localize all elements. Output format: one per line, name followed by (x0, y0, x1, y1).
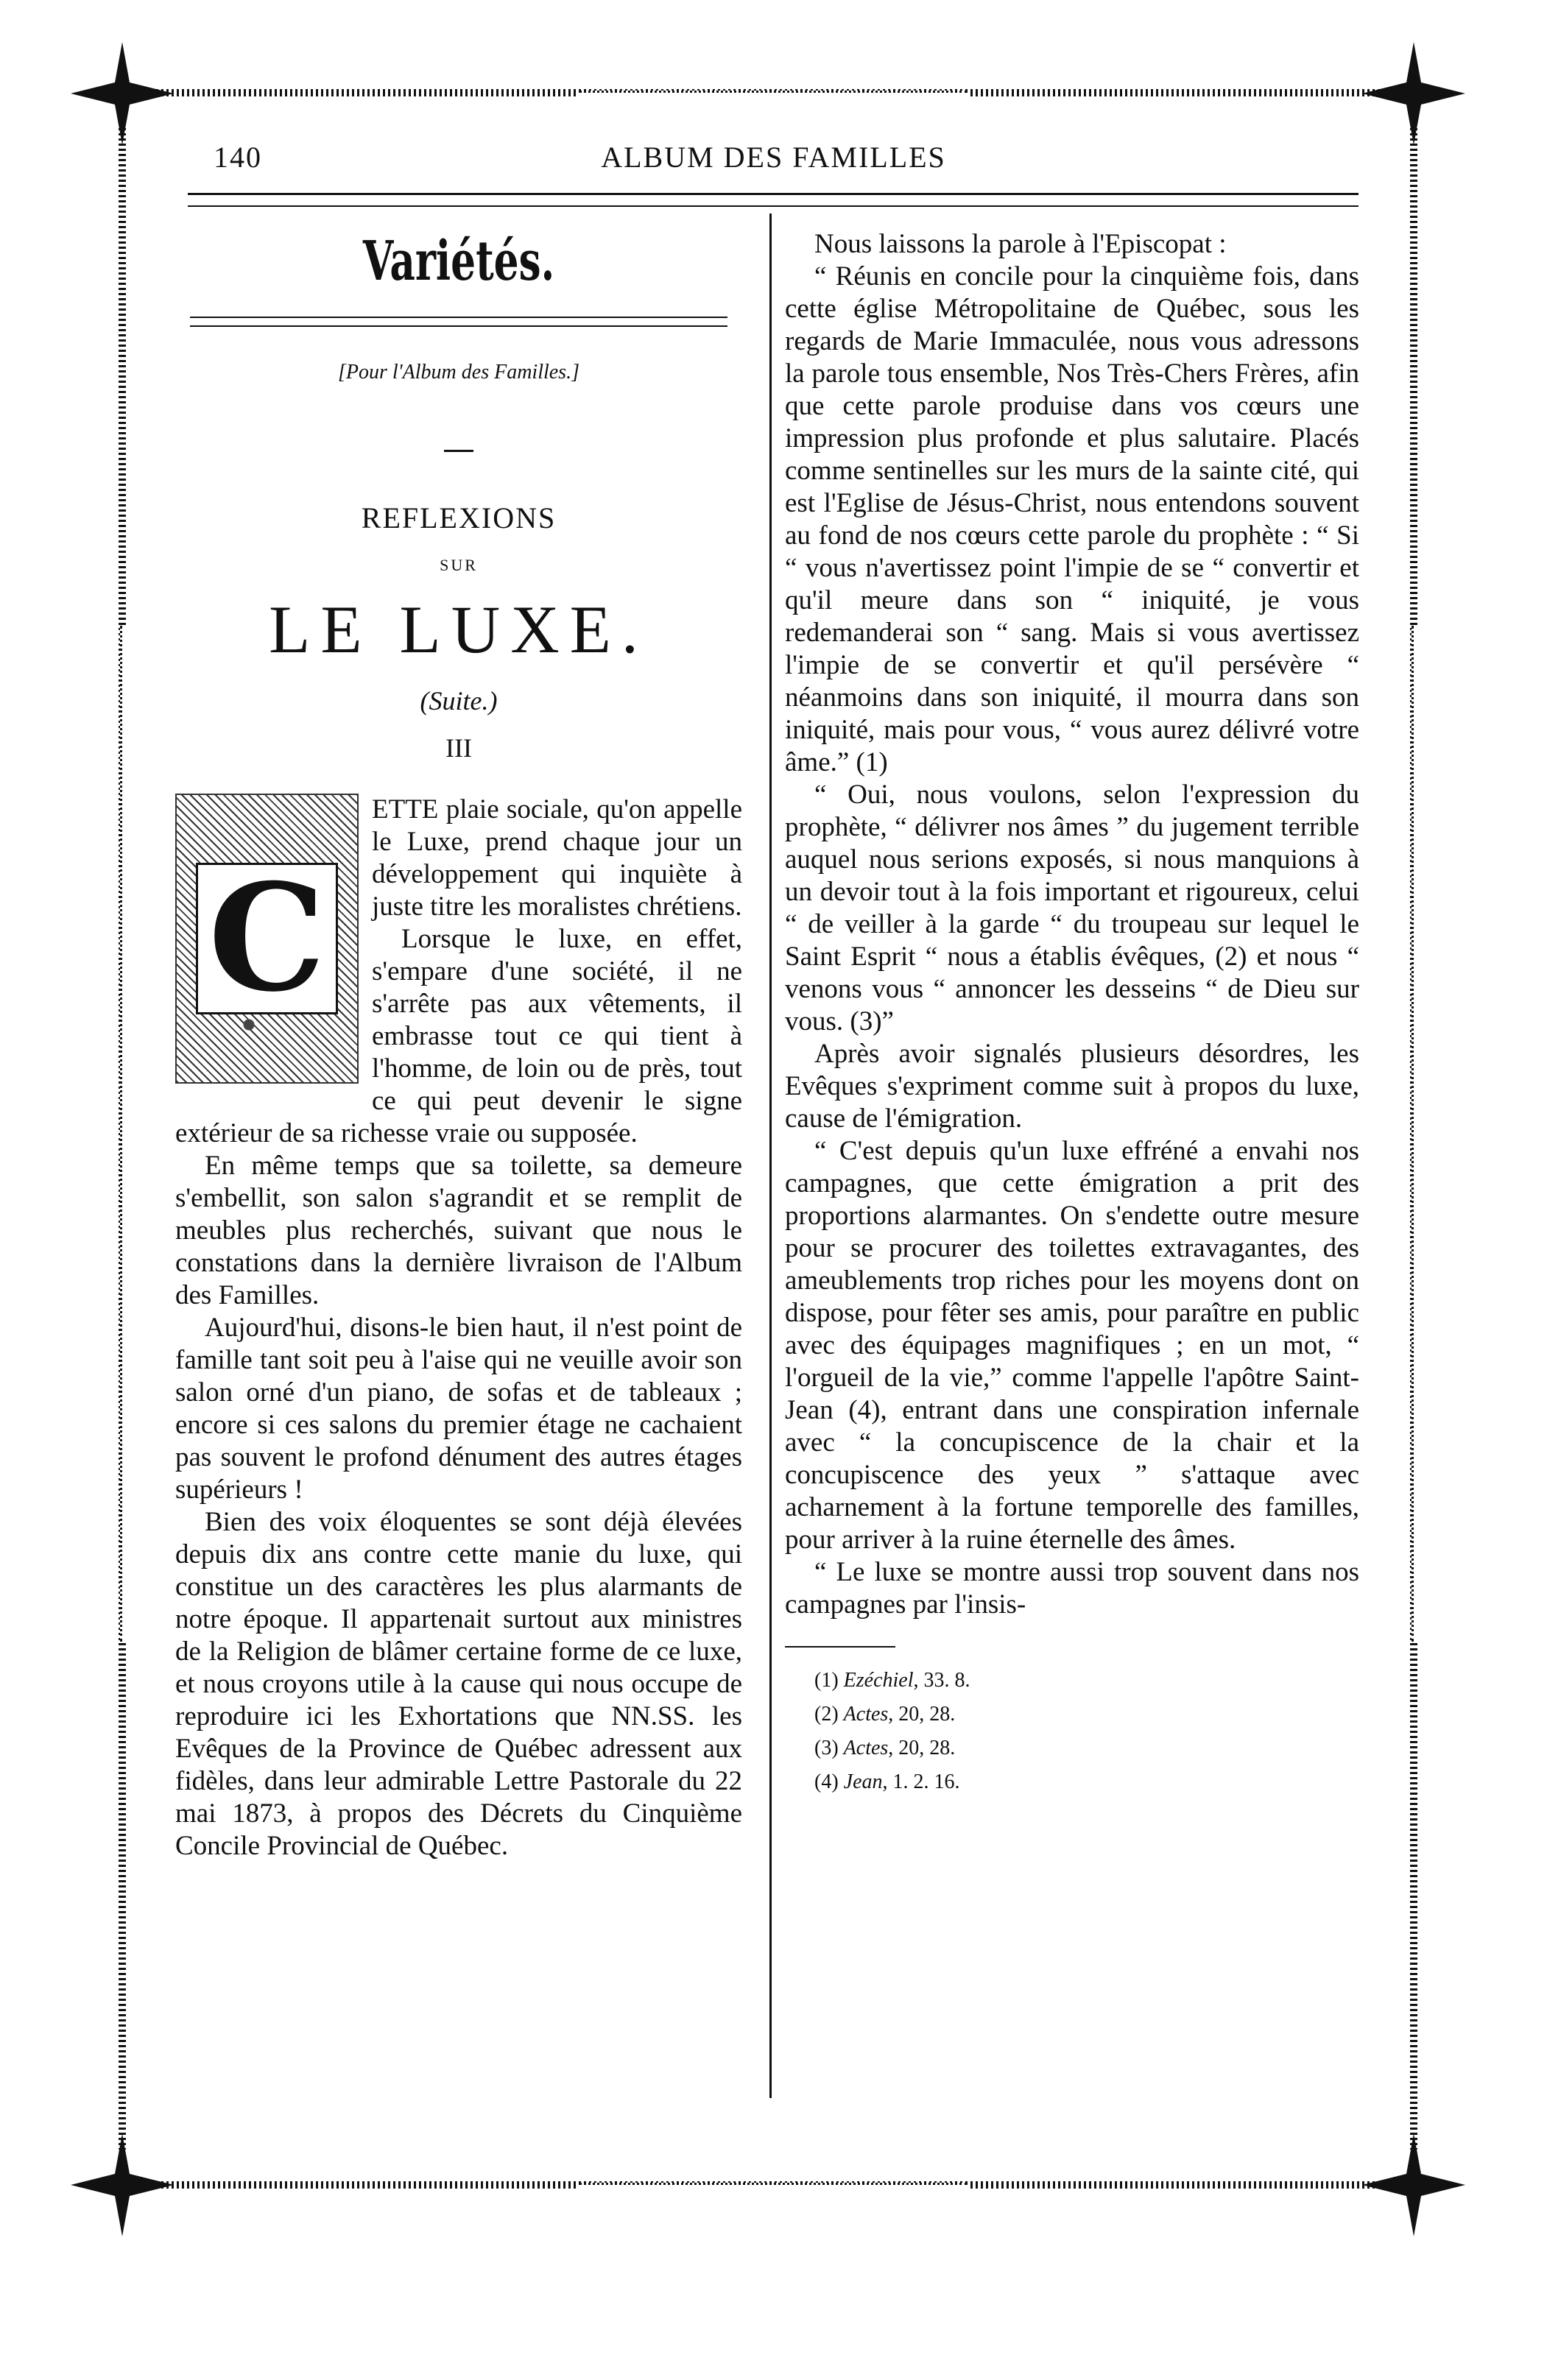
footnote-number: (3) (814, 1737, 839, 1759)
paragraph: Nous laissons la parole à l'Episcopat : (814, 229, 1227, 259)
frame-border-bottom (125, 2181, 1421, 2189)
paragraph: “ Réunis en concile pour la cinquième fois, dans cette église Métropolitaine de Québec, sous les regards de Marie Immaculée, nous vous adressons la parole tous ensemble, Nos Très-Chers Frères, afin que cette parole produise dans vos cœurs une impression plus profonde et plus salutaire. Placés comme sentinelles sur les murs de la sainte cité, qui est l'Eglise de Jésus-Christ, nous entendons souvent au fond de nos cœurs cette parole du prophète : “ Si “ vous n'avertissez point l'impie de se “ convertir et qu'il meure dans son “ iniquité, je vous redemanderai son “ sang. Mais si vous avertissez l'impie de se convertir et qu'il persévère “ néanmoins dans son iniquité, il mourra dans son iniquité, mais pour vous, “ vous aurez délivré votre âme.” (1) (785, 261, 1359, 777)
corner-ornament-bottom-right (1359, 2130, 1469, 2240)
running-head (177, 140, 1370, 184)
frame-border-top (125, 89, 1421, 96)
article-body-left (175, 794, 742, 1862)
journal-title: ALBUM DES FAMILLES (601, 141, 946, 174)
article-sur: SUR (440, 556, 478, 574)
footnote-rule (785, 1646, 895, 1648)
footnote-location: , 1. 2. 16. (882, 1770, 960, 1793)
paragraph-smallcaps: ETTE (372, 794, 439, 824)
frame-border-right (1410, 118, 1417, 2150)
paragraph: Bien des voix éloquentes se sont déjà élevées depuis dix ans contre cette manie du luxe, qui constitue un des caractères les plus alarmants de notre époque. Il appartenait surtout aux ministres de la Religion de blâmer certaine forme de ce luxe, et nous croyons utile à la cause qui nous occupe de reproduire ici les Exhortations que NN.SS. les Evêques de la Province de Québec adressent aux fidèles, dans leur admirable Lettre Pastorale du 22 mai 1873, à propos des Décrets du Cinquième Concile Provincial de Québec. (175, 1507, 742, 1861)
byline: [Pour l'Album des Familles.] (338, 361, 579, 384)
ornamental-dropcap (175, 794, 359, 1084)
header-rule (188, 193, 1359, 207)
paragraph: “ Le luxe se montre aussi trop souvent dans nos campagnes par l'insis- (785, 1557, 1359, 1620)
dash-separator (175, 433, 742, 465)
footnote-location: , 20, 28. (888, 1737, 956, 1759)
footnote-location: , 33. 8. (913, 1669, 970, 1692)
footnote (814, 1731, 1359, 1765)
corner-ornament-top-right (1359, 38, 1469, 149)
paragraph: Après avoir signalés plusieurs désordres, les Evêques s'expriment comme suit à propos du luxe, cause de l'émigration. (785, 1039, 1359, 1134)
article-suite: (Suite.) (420, 686, 498, 716)
dropcap-letter: C (196, 863, 338, 1014)
paragraph: “ Oui, nous voulons, selon l'expression du prophète, “ délivrer nos âmes ” du jugement terrible auquel nous serions exposés, si nous manquions à un devoir tout à la fois important et rigoureux, celui “ de veiller à la garde “ du troupeau sur lequel le Saint Esprit “ nous a établis évêques, (2) et nous “ venons vous “ annoncer les desseins “ de Dieu sur vous. (3)” (785, 780, 1359, 1037)
footnote-reference: Ezéchiel (843, 1669, 914, 1692)
footnote-number: (1) (814, 1669, 839, 1692)
paragraph: “ C'est depuis qu'un luxe effréné a envahi nos campagnes, que cette émigration a prit des proportions alarmantes. On s'endette outre mesure pour se procurer des toilettes extravagantes, des ameublements trop riches pour les moyens dont on dispose, pour fêter ses amis, pour paraître en public avec des équipages magnifiques ; en un mot, “ l'orgueil de la vie,” comme l'appelle l'apôtre Saint-Jean (4), entrant dans une conspiration infernale avec “ la concupiscence de la chair et la concupiscence des yeux ” s'attaque avec acharnement à la fortune temporelle des familles, pour arriver à la ruine éternelle des âmes. (785, 1136, 1359, 1555)
section-title: Variétés. (362, 230, 555, 293)
article-subtitle: REFLEXIONS (361, 501, 557, 534)
footnote (814, 1698, 1359, 1731)
footnote (814, 1765, 1359, 1799)
right-column (785, 228, 1359, 1799)
column-divider (769, 213, 772, 2098)
corner-ornament-bottom-left (67, 2130, 177, 2240)
footnote-number: (4) (814, 1770, 839, 1793)
paragraph-text: plaie sociale, qu'on appelle le Luxe, prend chaque jour un développement qui inquiète à juste titre les moralistes chrétiens. (372, 794, 742, 922)
footnote (814, 1664, 1359, 1698)
paragraph: En même temps que sa toilette, sa demeure s'embellit, son salon s'agrandit et se remplit de meubles plus recherchés, suivant que nous le constations dans la dernière livraison de l'Album des Familles. (175, 1151, 742, 1310)
footnotes (785, 1664, 1359, 1799)
left-column (175, 228, 742, 1862)
paragraph: Aujourd'hui, disons-le bien haut, il n'est point de famille tant soit peu à l'aise qui ne veuille avoir son salon orné d'un piano, de sofas et de tableaux ; encore si ces salons du premier étage ne cachaient pas souvent le profond dénument des autres étages supérieurs ! (175, 1313, 742, 1505)
paragraph: Lorsque le luxe, en effet, s'empare d'une société, il ne s'arrête pas aux vêtements, il embrasse tout ce qui tient à l'homme, de loin ou de près, tout ce qui peut devenir le signe extérieur de sa richesse vraie ou supposée. (175, 924, 742, 1148)
footnote-reference: Actes (843, 1737, 889, 1759)
part-number: III (445, 733, 472, 763)
article-title: LE LUXE. (269, 592, 649, 667)
footnote-reference: Jean (843, 1770, 883, 1793)
page-number: 140 (214, 141, 262, 174)
footnote-number: (2) (814, 1703, 839, 1726)
footnote-reference: Actes (843, 1703, 889, 1726)
section-double-rule (190, 317, 727, 327)
frame-border-left (119, 118, 126, 2150)
corner-ornament-top-left (67, 38, 177, 149)
footnote-location: , 20, 28. (888, 1703, 956, 1726)
